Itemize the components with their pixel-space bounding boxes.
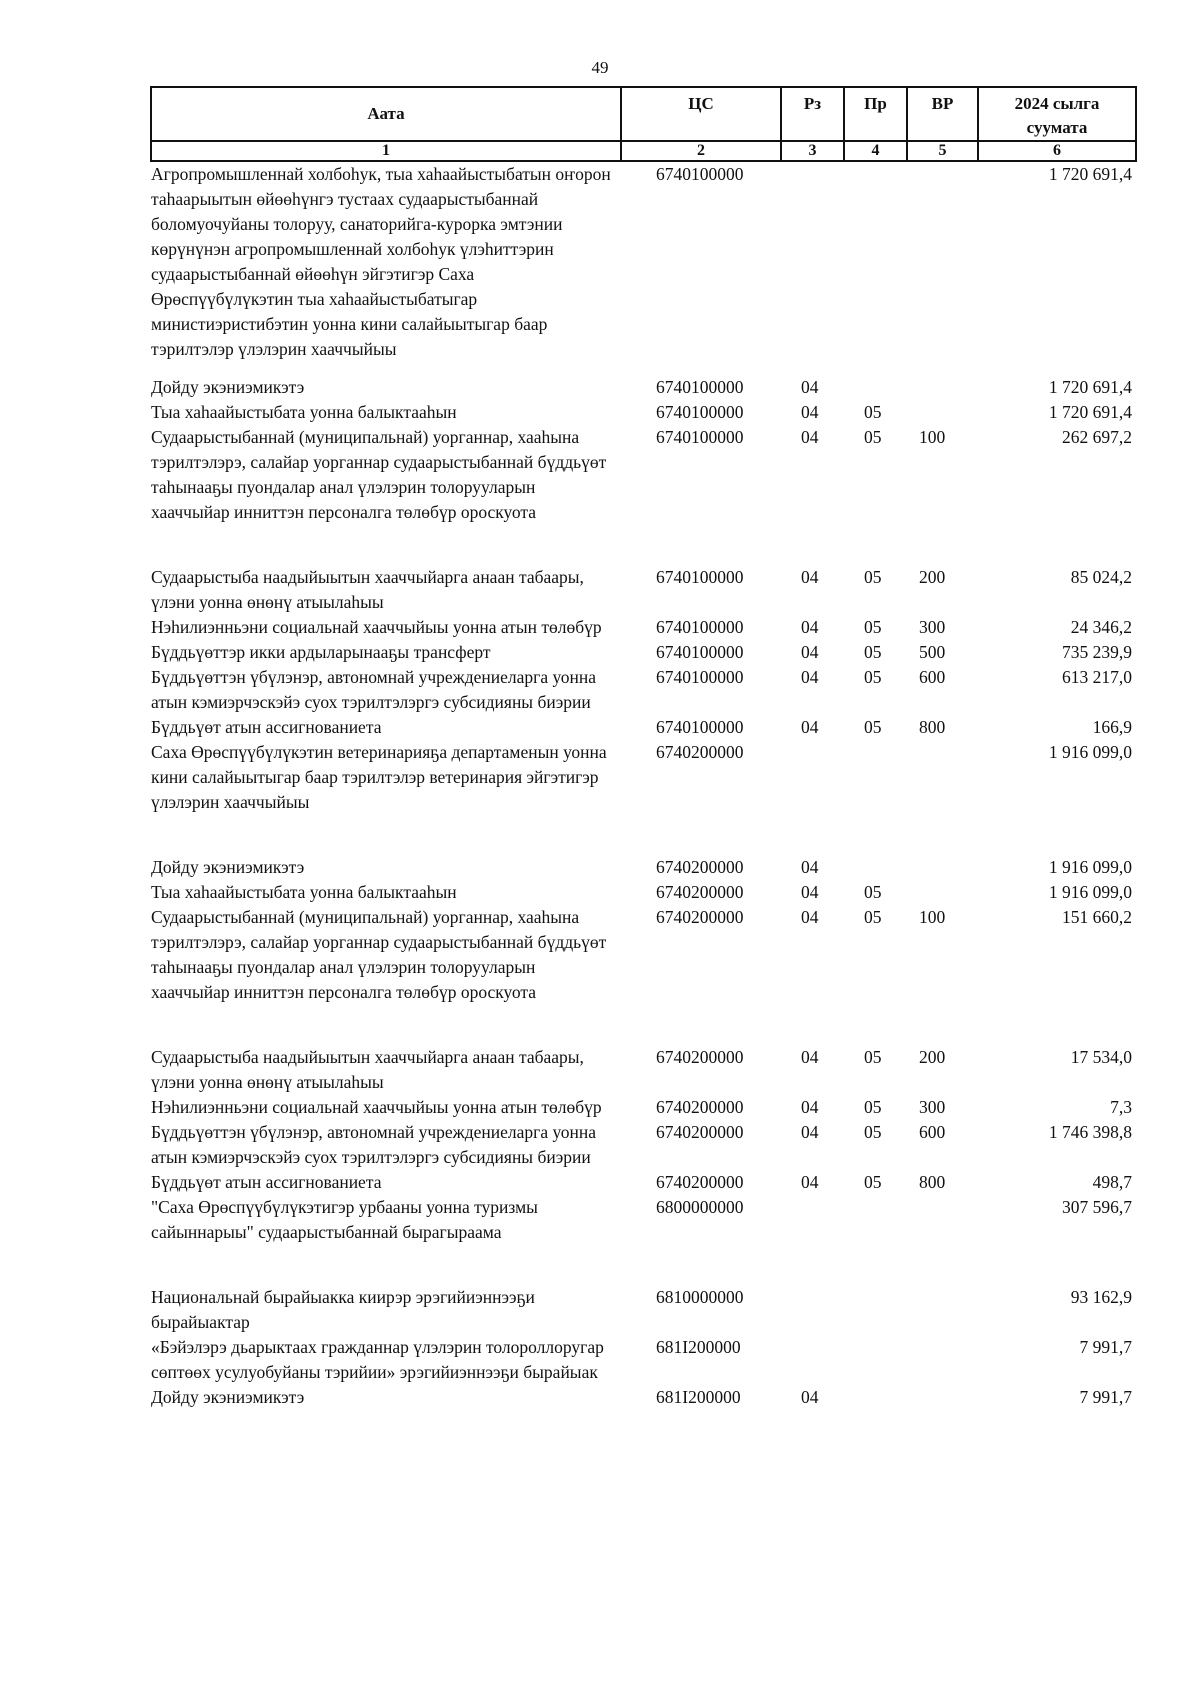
- row-vr: 800: [919, 717, 946, 737]
- table-row: [151, 1120, 1136, 1170]
- row-name: Тыа хаһаайыстыбата уонна балыктааһын: [151, 402, 457, 422]
- row-cs: 6740100000: [656, 667, 744, 687]
- header-amount: 2024 сылга суумата: [978, 87, 1136, 141]
- table-row: [151, 715, 1136, 740]
- row-name: Судаарыстыбаннай (муниципальнай) уорганнар, хааһына тэрилтэлэрэ, салайар уорганнар судаарыстыбаннай бүддьүөт таһынааҕы пуондалар анал үлэлэрин толорууларын хааччыйар инниттэн персоналга төлөбүр ороскуота: [151, 907, 607, 1002]
- row-rz: [781, 1335, 844, 1385]
- row-vr: 300: [919, 617, 946, 637]
- row-name: Дойду экэниэмикэтэ: [151, 377, 305, 397]
- row-vr: [907, 1195, 978, 1285]
- row-rz: [781, 740, 844, 855]
- row-pr: 05: [864, 617, 882, 637]
- row-rz: 04: [801, 1387, 819, 1407]
- header-name: Аата: [151, 87, 621, 141]
- row-pr: [844, 740, 907, 855]
- table-header-row: [151, 87, 1136, 141]
- row-vr: 600: [919, 1122, 946, 1142]
- row-cs: 6740200000: [656, 742, 744, 762]
- column-number: 4: [844, 141, 907, 161]
- row-name: «Бэйэлэрэ дьарыктаах гражданнар үлэлэрин толороллоругар сөптөөх усулуобуйаны тэрийии» эрэгийиэннээҕи бырайыак: [151, 1337, 604, 1382]
- row-cs: 6740200000: [656, 857, 744, 877]
- row-amount: 1 916 099,0: [1048, 742, 1132, 762]
- row-cs: 6740100000: [656, 567, 744, 587]
- row-amount: 7 991,7: [1079, 1387, 1132, 1407]
- row-pr: 05: [864, 882, 882, 902]
- row-rz: 04: [801, 1122, 819, 1142]
- row-pr: [844, 855, 907, 880]
- header-vr: ВР: [907, 87, 978, 141]
- row-rz: 04: [801, 617, 819, 637]
- row-cs: 6740100000: [656, 164, 744, 184]
- row-cs: 6740200000: [656, 1172, 744, 1192]
- column-number: 5: [907, 141, 978, 161]
- row-cs: 6740100000: [656, 377, 744, 397]
- row-rz: 04: [801, 882, 819, 902]
- row-amount: 1 916 099,0: [1048, 882, 1132, 902]
- row-pr: [844, 161, 907, 375]
- row-vr: [907, 740, 978, 855]
- row-vr: [907, 880, 978, 905]
- row-name: Дойду экэниэмикэтэ: [151, 857, 305, 877]
- table-row: [151, 1095, 1136, 1120]
- row-vr: [907, 855, 978, 880]
- table-row: [151, 665, 1136, 715]
- row-pr: 05: [864, 667, 882, 687]
- row-amount: 262 697,2: [1062, 427, 1132, 447]
- row-name: Нэһилиэнньэни социальнай хааччыйыы уонна атын төлөбүр: [151, 617, 602, 637]
- row-amount: 17 534,0: [1070, 1047, 1132, 1067]
- row-rz: 04: [801, 907, 819, 927]
- row-vr: 100: [919, 427, 946, 447]
- row-name: Бүддьүөттэн үбүлэнэр, автономнай учреждениеларга уонна атын кэмиэрчэскэйэ суох тэрилтэлэргэ субсидияны биэрии: [151, 667, 597, 712]
- row-amount: 7 991,7: [1079, 1337, 1132, 1357]
- table-row: [151, 855, 1136, 880]
- row-pr: 05: [864, 567, 882, 587]
- page-number: 49: [591, 58, 609, 77]
- row-rz: [781, 1195, 844, 1285]
- row-name: Бүддьүөт атын ассигнованиета: [151, 1172, 382, 1192]
- row-name: Саха Өрөспүүбүлүкэтин ветеринарияҕа департаменын уонна кини салайыытыгар баар тэрилтэлэр ветеринария эйгэтигэр үлэлэрин хааччыйыы: [151, 742, 607, 812]
- row-pr: 05: [864, 717, 882, 737]
- row-rz: 04: [801, 427, 819, 447]
- row-vr: 100: [919, 907, 946, 927]
- row-name: Тыа хаһаайыстыбата уонна балыктааһын: [151, 882, 457, 902]
- row-vr: [907, 1285, 978, 1335]
- row-cs: 6740100000: [656, 717, 744, 737]
- row-amount: 735 239,9: [1062, 642, 1132, 662]
- row-vr: 200: [919, 567, 946, 587]
- row-name: Дойду экэниэмикэтэ: [151, 1387, 305, 1407]
- row-vr: [907, 161, 978, 375]
- row-amount: 24 346,2: [1070, 617, 1132, 637]
- row-vr: [907, 1385, 978, 1410]
- row-name: Бүддьүөт атын ассигнованиета: [151, 717, 382, 737]
- table-row: [151, 1335, 1136, 1385]
- row-name: Судаарыстыба наадыйыытын хааччыйарга анаан табаары, үлэни уонна өнөнү атыылаһыы: [151, 1047, 584, 1092]
- table-row: [151, 425, 1136, 565]
- table-row: [151, 1285, 1136, 1335]
- row-pr: [844, 1385, 907, 1410]
- row-pr: 05: [864, 907, 882, 927]
- row-amount: 1 720 691,4: [1048, 164, 1132, 184]
- budget-table: [150, 86, 1137, 1410]
- table-row: [151, 1385, 1136, 1410]
- row-cs: 6740100000: [656, 642, 744, 662]
- row-name: "Саха Өрөспүүбүлүкэтигэр урбааны уонна туризмы сайыннарыы" судаарыстыбаннай бырагыраама: [151, 1197, 538, 1242]
- row-vr: [907, 1335, 978, 1385]
- row-vr: 200: [919, 1047, 946, 1067]
- row-pr: [844, 375, 907, 400]
- row-vr: [907, 375, 978, 400]
- table-row: [151, 1045, 1136, 1095]
- row-cs: 6740200000: [656, 907, 744, 927]
- row-rz: 04: [801, 567, 819, 587]
- row-name: Судаарыстыба наадыйыытын хааччыйарга анаан табаары, үлэни уонна өнөнү атыылаһыы: [151, 567, 584, 612]
- row-pr: 05: [864, 1047, 882, 1067]
- row-amount: 498,7: [1092, 1172, 1132, 1192]
- column-number: 2: [621, 141, 781, 161]
- row-pr: [844, 1285, 907, 1335]
- table-row: [151, 1195, 1136, 1285]
- row-vr: [907, 400, 978, 425]
- header-rz: Рз: [781, 87, 844, 141]
- column-number-row: [151, 141, 1136, 161]
- row-amount: 7,3: [1110, 1097, 1132, 1117]
- row-pr: 05: [864, 1122, 882, 1142]
- row-rz: 04: [801, 642, 819, 662]
- table-row: [151, 161, 1136, 375]
- table-row: [151, 565, 1136, 615]
- row-amount: 613 217,0: [1062, 667, 1132, 687]
- row-rz: 04: [801, 717, 819, 737]
- row-cs: 6740100000: [656, 427, 744, 447]
- row-name: Судаарыстыбаннай (муниципальнай) уорганнар, хааһына тэрилтэлэрэ, салайар уорганнар судаарыстыбаннай бүддьүөт таһынааҕы пуондалар анал үлэлэрин толорууларын хааччыйар инниттэн персоналга төлөбүр ороскуота: [151, 427, 607, 522]
- table-row: [151, 740, 1136, 855]
- row-rz: [781, 1285, 844, 1335]
- row-cs: 6740200000: [656, 1097, 744, 1117]
- row-name: Агропромышленнай холбоһук, тыа хаһаайыстыбатын оҥорон таһаарыытын өйөөһүнгэ тустаах судаарыстыбаннай боломуочуйаны толоруу, санаторийга-курорка эмтэнии көрүнүнэн агропромышленнай холбоһук үлэһиттэрин судаарыстыбаннай өйөөһүн эйгэтигэр Саха Өрөспүүбүлүкэтин тыа хаһаайыстыбатыгар министиэристибэтин уонна кини салайыытыгар баар тэрилтэлэр үлэлэрин хааччыйыы: [151, 164, 611, 359]
- row-cs: 6800000000: [656, 1197, 744, 1217]
- row-rz: 04: [801, 1097, 819, 1117]
- row-cs: 6810000000: [656, 1287, 744, 1307]
- table-row: [151, 400, 1136, 425]
- row-amount: 93 162,9: [1070, 1287, 1132, 1307]
- table-row: [151, 640, 1136, 665]
- row-pr: 05: [864, 642, 882, 662]
- table-row: [151, 375, 1136, 400]
- row-pr: [844, 1195, 907, 1285]
- header-cs: ЦС: [621, 87, 781, 141]
- header-pr: Пр: [844, 87, 907, 141]
- row-vr: 800: [919, 1172, 946, 1192]
- row-rz: 04: [801, 402, 819, 422]
- row-pr: 05: [864, 402, 882, 422]
- row-pr: [844, 1335, 907, 1385]
- row-pr: 05: [864, 1097, 882, 1117]
- row-vr: 300: [919, 1097, 946, 1117]
- column-number: 6: [978, 141, 1136, 161]
- row-amount: 151 660,2: [1062, 907, 1132, 927]
- row-cs: 6740200000: [656, 1047, 744, 1067]
- row-amount: 166,9: [1092, 717, 1132, 737]
- row-amount: 1 916 099,0: [1048, 857, 1132, 877]
- row-vr: 600: [919, 667, 946, 687]
- column-number: 1: [151, 141, 621, 161]
- row-cs: 6740100000: [656, 617, 744, 637]
- table-row: [151, 905, 1136, 1045]
- row-name: Бүддьүөттэр икки ардыларынааҕы трансферт: [151, 642, 491, 662]
- row-amount: 1 720 691,4: [1048, 402, 1132, 422]
- column-number: 3: [781, 141, 844, 161]
- table-row: [151, 880, 1136, 905]
- row-pr: 05: [864, 1172, 882, 1192]
- row-rz: [781, 161, 844, 375]
- row-pr: 05: [864, 427, 882, 447]
- row-amount: 85 024,2: [1070, 567, 1132, 587]
- row-name: Национальнай бырайыакка киирэр эрэгийиэннээҕи бырайыактар: [151, 1287, 535, 1332]
- row-rz: 04: [801, 1172, 819, 1192]
- table-row: [151, 1170, 1136, 1195]
- row-amount: 1 746 398,8: [1048, 1122, 1132, 1142]
- row-cs: 6740200000: [656, 1122, 744, 1142]
- row-name: Бүддьүөттэн үбүлэнэр, автономнай учреждениеларга уонна атын кэмиэрчэскэйэ суох тэрилтэлэргэ субсидияны биэрии: [151, 1122, 597, 1167]
- row-name: Нэһилиэнньэни социальнай хааччыйыы уонна атын төлөбүр: [151, 1097, 602, 1117]
- row-rz: 04: [801, 667, 819, 687]
- row-rz: 04: [801, 857, 819, 877]
- row-cs: 6740100000: [656, 402, 744, 422]
- table-row: [151, 615, 1136, 640]
- row-cs: 6740200000: [656, 882, 744, 902]
- row-cs: 681I200000: [656, 1387, 741, 1407]
- row-cs: 681I200000: [656, 1337, 741, 1357]
- row-vr: 500: [919, 642, 946, 662]
- row-rz: 04: [801, 1047, 819, 1067]
- row-rz: 04: [801, 377, 819, 397]
- row-amount: 307 596,7: [1062, 1197, 1132, 1217]
- row-amount: 1 720 691,4: [1048, 377, 1132, 397]
